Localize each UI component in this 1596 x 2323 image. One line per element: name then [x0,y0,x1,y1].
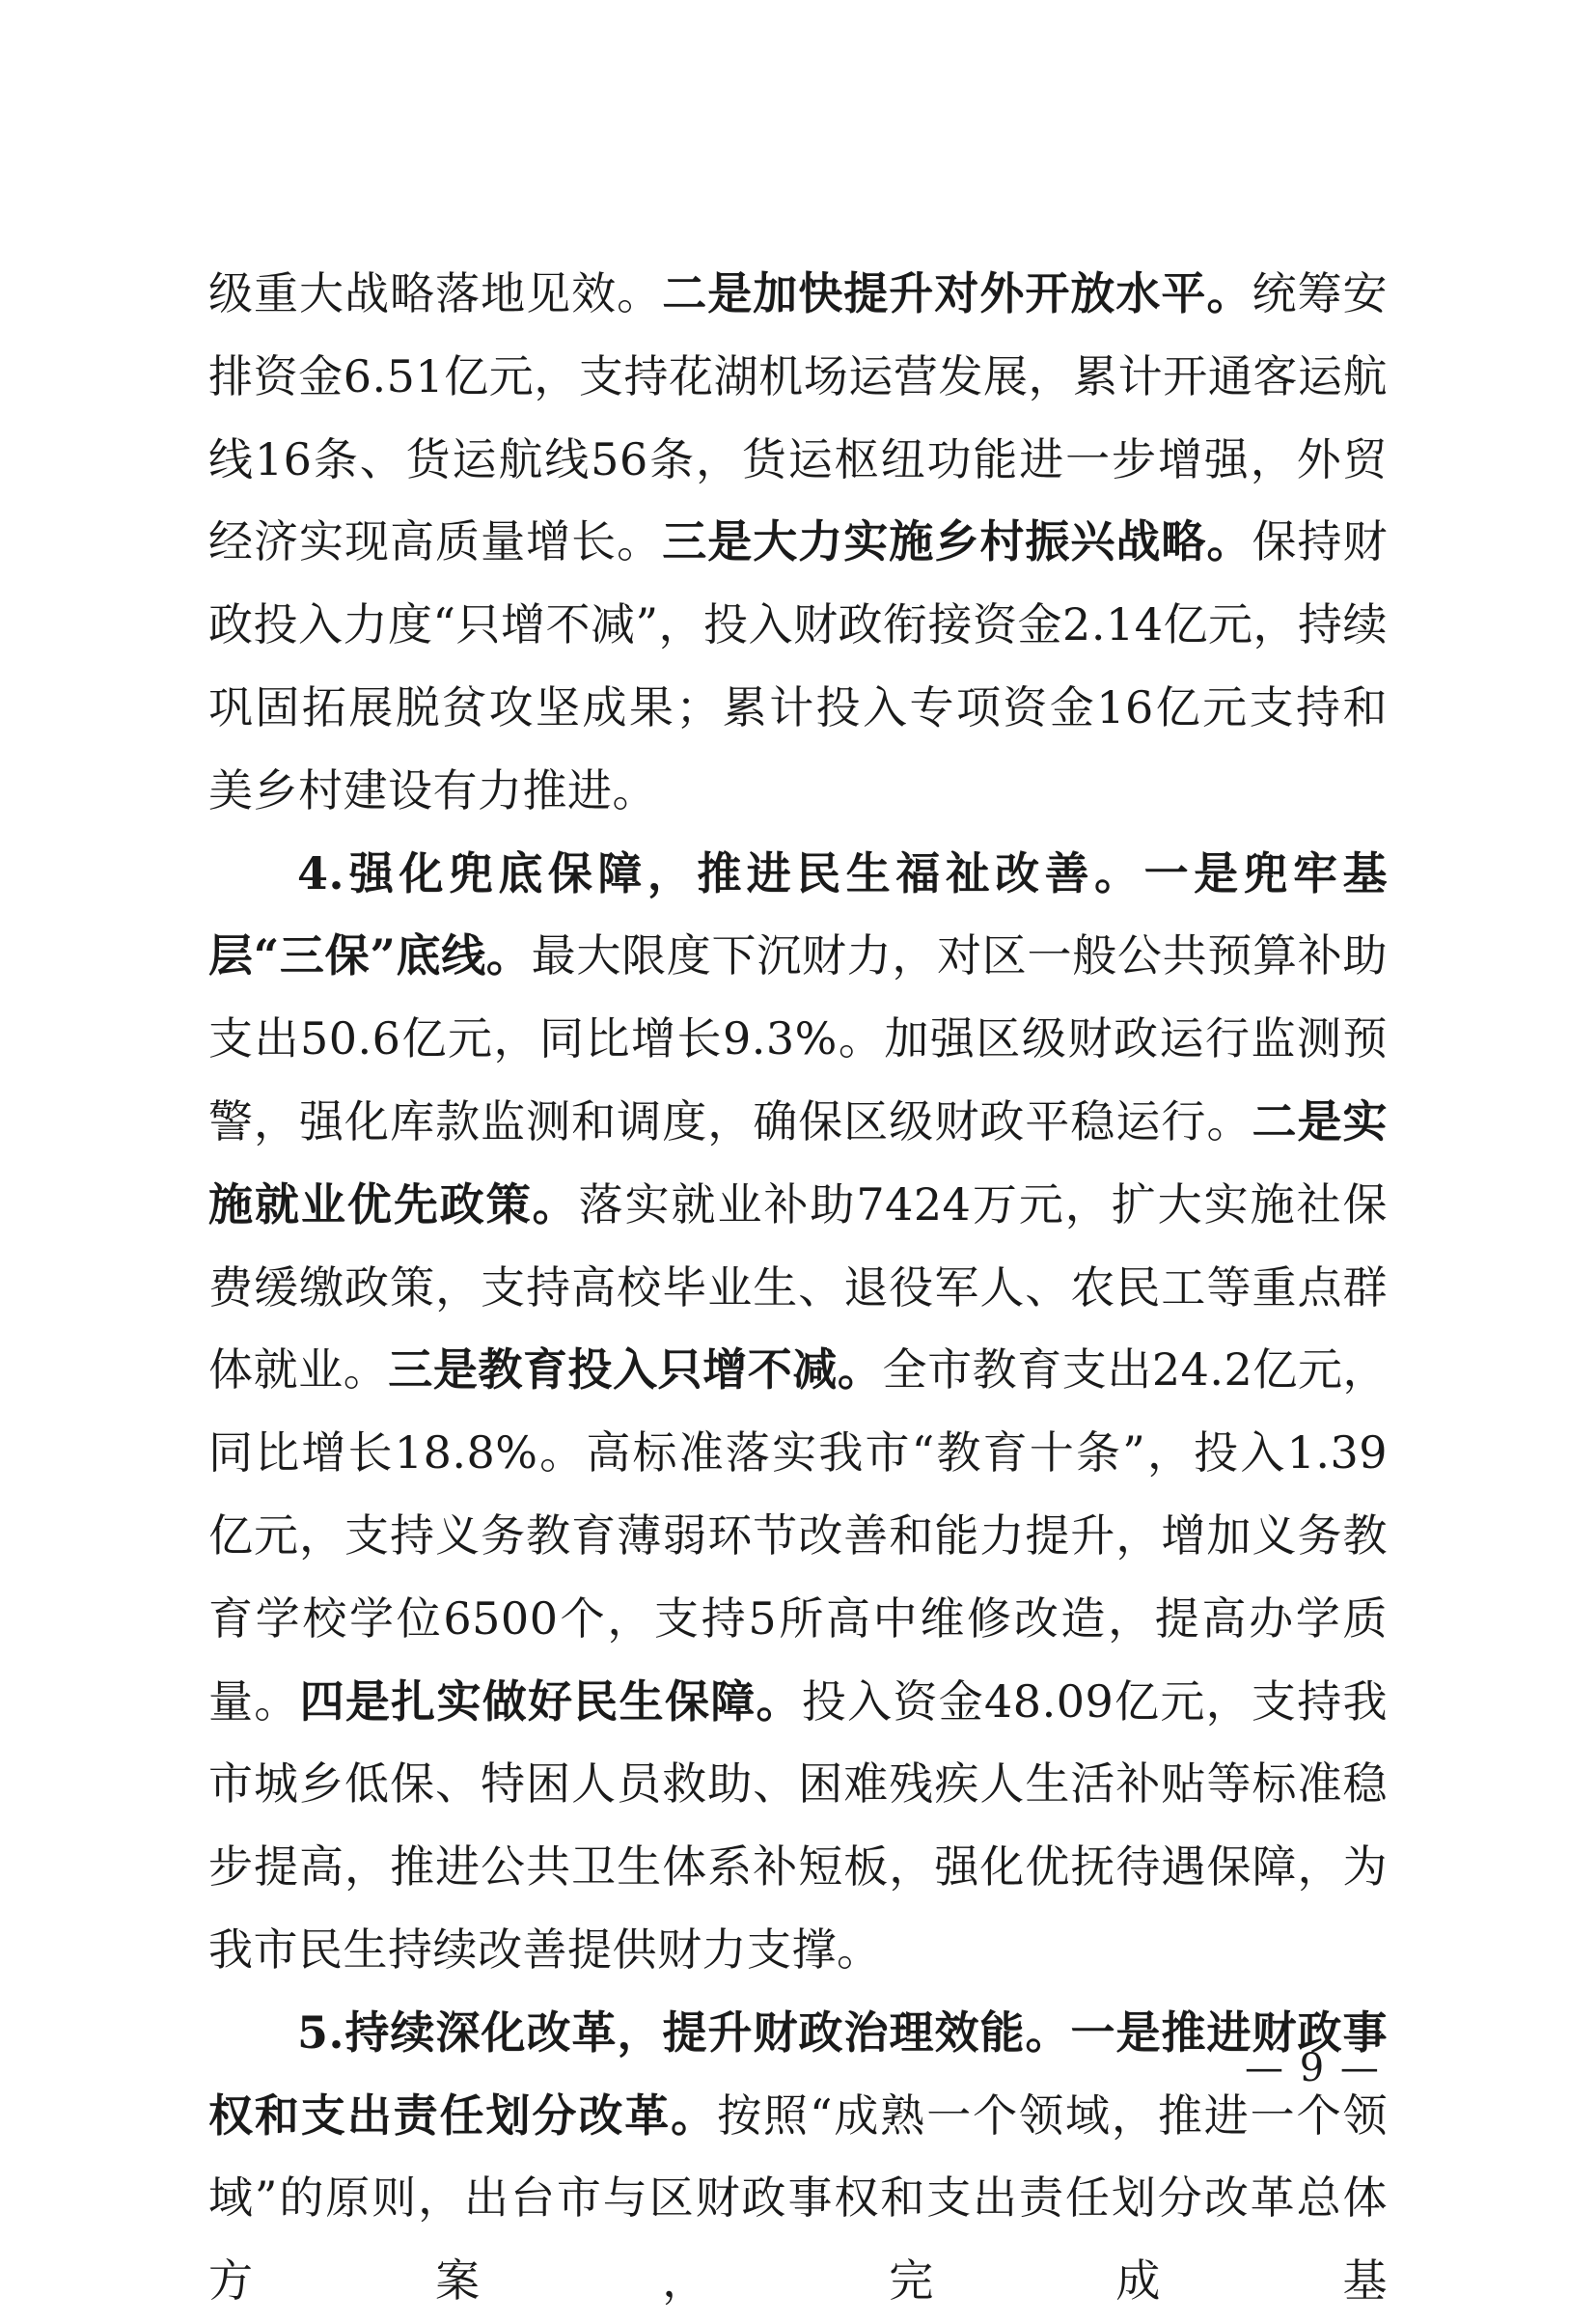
paragraph-2 [208,833,1388,1992]
p1-heading-3: 三是大力实施乡村振兴战略。 [662,515,1252,568]
p2-seg-2: 最大限度下沉财力，对区一般公共预算补助支出50.6亿元，同比增长9.3%。加强区级财政运行监测预警，强化库款监测和调度，确保区级财政平稳运行。 [208,929,1389,1148]
p2-heading-2: 二是实施就业优先政策。 [208,1094,1389,1231]
page-number: — 9 — [1245,2046,1381,2090]
p2-heading-1: 4.强化兜底保障，推进民生福祉改善。一是兜牢基层“三保”底线。 [208,846,1388,982]
p3-seg-2: 按照“成熟一个领域，推进一个领域”的原则，出台市与区财政事权和支出责任划分改革总体方案，完成基 [208,2088,1388,2308]
p2-heading-4: 四是扎实做好民生保障。 [299,1674,802,1728]
p2-seg-4: 落实就业补助7424万元，扩大实施社保费缓缴政策，支持高校毕业生、退役军人、农民工等重点群体就业。 [208,1177,1388,1397]
p3-heading-1: 5.持续深化改革，提升财政治理效能。一是推进财政事权和支出责任划分改革。 [208,2005,1388,2142]
p1-seg-1: 级重大战略落地见效。 [208,267,663,319]
paragraph-1 [208,253,1388,833]
p2-seg-8: 投入资金48.09亿元，支持我市城乡低保、特困人员救助、困难残疾人生活补贴等标准稳步提高，推进公共卫生体系补短板，强化优抚待遇保障，为我市民生持续改善提供财力支撑。 [208,1674,1389,1976]
paragraph-3 [208,1992,1388,2323]
p2-heading-3: 三是教育投入只增不减。 [388,1343,883,1397]
p2-seg-6: 全市教育支出24.2亿元，同比增长18.8%。高标准落实我市“教育十条”，投入1.39亿元，支持义务教育薄弱环节改善和能力提升，增加义务教育学校学位6500个，支持5所高中维修改造，提高办学质量。 [208,1343,1389,1728]
p1-seg-5: 保持财政投入力度“只增不减”，投入财政衔接资金2.14亿元，持续巩固拓展脱贫攻坚成果；累计投入专项资金16亿元支持和美乡村建设有力推进。 [208,515,1389,816]
p1-heading-2: 二是加快提升对外开放水平。 [662,267,1252,319]
p1-seg-3: 统筹安排资金6.51亿元，支持花湖机场运营发展，累计开通客运航线16条、货运航线56条，货运枢纽功能进一步增强，外贸经济实现高质量增长。 [208,267,1389,568]
body-text [208,253,1388,2323]
